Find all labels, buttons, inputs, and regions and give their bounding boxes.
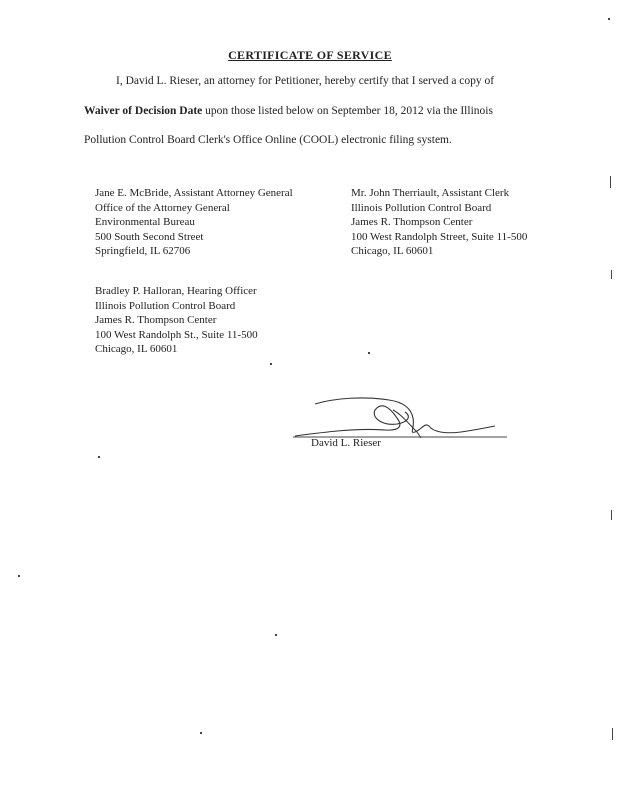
scan-speck bbox=[608, 18, 610, 20]
recipient-address-block bbox=[95, 284, 258, 357]
recipient-city: Chicago, IL 60601 bbox=[351, 245, 434, 258]
recipient-office: Office of the Attorney General bbox=[95, 201, 230, 214]
certification-line-2-text: upon those listed below on September 18, 2012 via the Illinois bbox=[205, 105, 493, 117]
document-name: Waiver of Decision Date bbox=[84, 105, 203, 117]
recipient-city: Chicago, IL 60601 bbox=[95, 343, 178, 356]
recipient-street: 100 West Randolph Street, Suite 11-500 bbox=[351, 230, 528, 243]
scan-speck bbox=[98, 456, 100, 458]
certificate-title: CERTIFICATE OF SERVICE bbox=[228, 48, 392, 62]
signatory-name: David L. Rieser bbox=[311, 437, 381, 449]
recipient-department: Environmental Bureau bbox=[95, 216, 195, 229]
scan-speck bbox=[275, 634, 277, 636]
certification-line-1: I, David L. Rieser, an attorney for Petitioner, hereby certify that I served a copy of bbox=[116, 75, 495, 87]
recipient-name: Jane E. McBride, Assistant Attorney General bbox=[95, 187, 293, 199]
recipient-department: James R. Thompson Center bbox=[95, 314, 217, 327]
scan-speck bbox=[368, 352, 370, 354]
scan-speck bbox=[611, 510, 612, 520]
scan-speck bbox=[200, 732, 202, 734]
recipient-department: James R. Thompson Center bbox=[351, 216, 473, 229]
recipient-street: 500 South Second Street bbox=[95, 230, 204, 243]
certification-line-2 bbox=[84, 105, 544, 117]
recipient-name: Bradley P. Halloran, Hearing Officer bbox=[95, 285, 257, 297]
recipient-name: Mr. John Therriault, Assistant Clerk bbox=[351, 187, 510, 199]
recipient-office: Illinois Pollution Control Board bbox=[351, 201, 492, 214]
certification-line-3: Pollution Control Board Clerk's Office Online (COOL) electronic filing system. bbox=[84, 134, 452, 146]
scan-speck bbox=[610, 176, 611, 188]
scan-speck bbox=[612, 728, 613, 740]
recipient-city: Springfield, IL 62706 bbox=[95, 245, 191, 258]
recipient-address-block bbox=[95, 186, 293, 259]
recipient-address-block bbox=[351, 186, 527, 259]
scan-speck bbox=[18, 575, 20, 577]
recipient-street: 100 West Randolph St., Suite 11-500 bbox=[95, 328, 258, 341]
scan-speck bbox=[611, 270, 612, 279]
recipient-office: Illinois Pollution Control Board bbox=[95, 299, 236, 312]
scan-speck bbox=[270, 363, 272, 365]
